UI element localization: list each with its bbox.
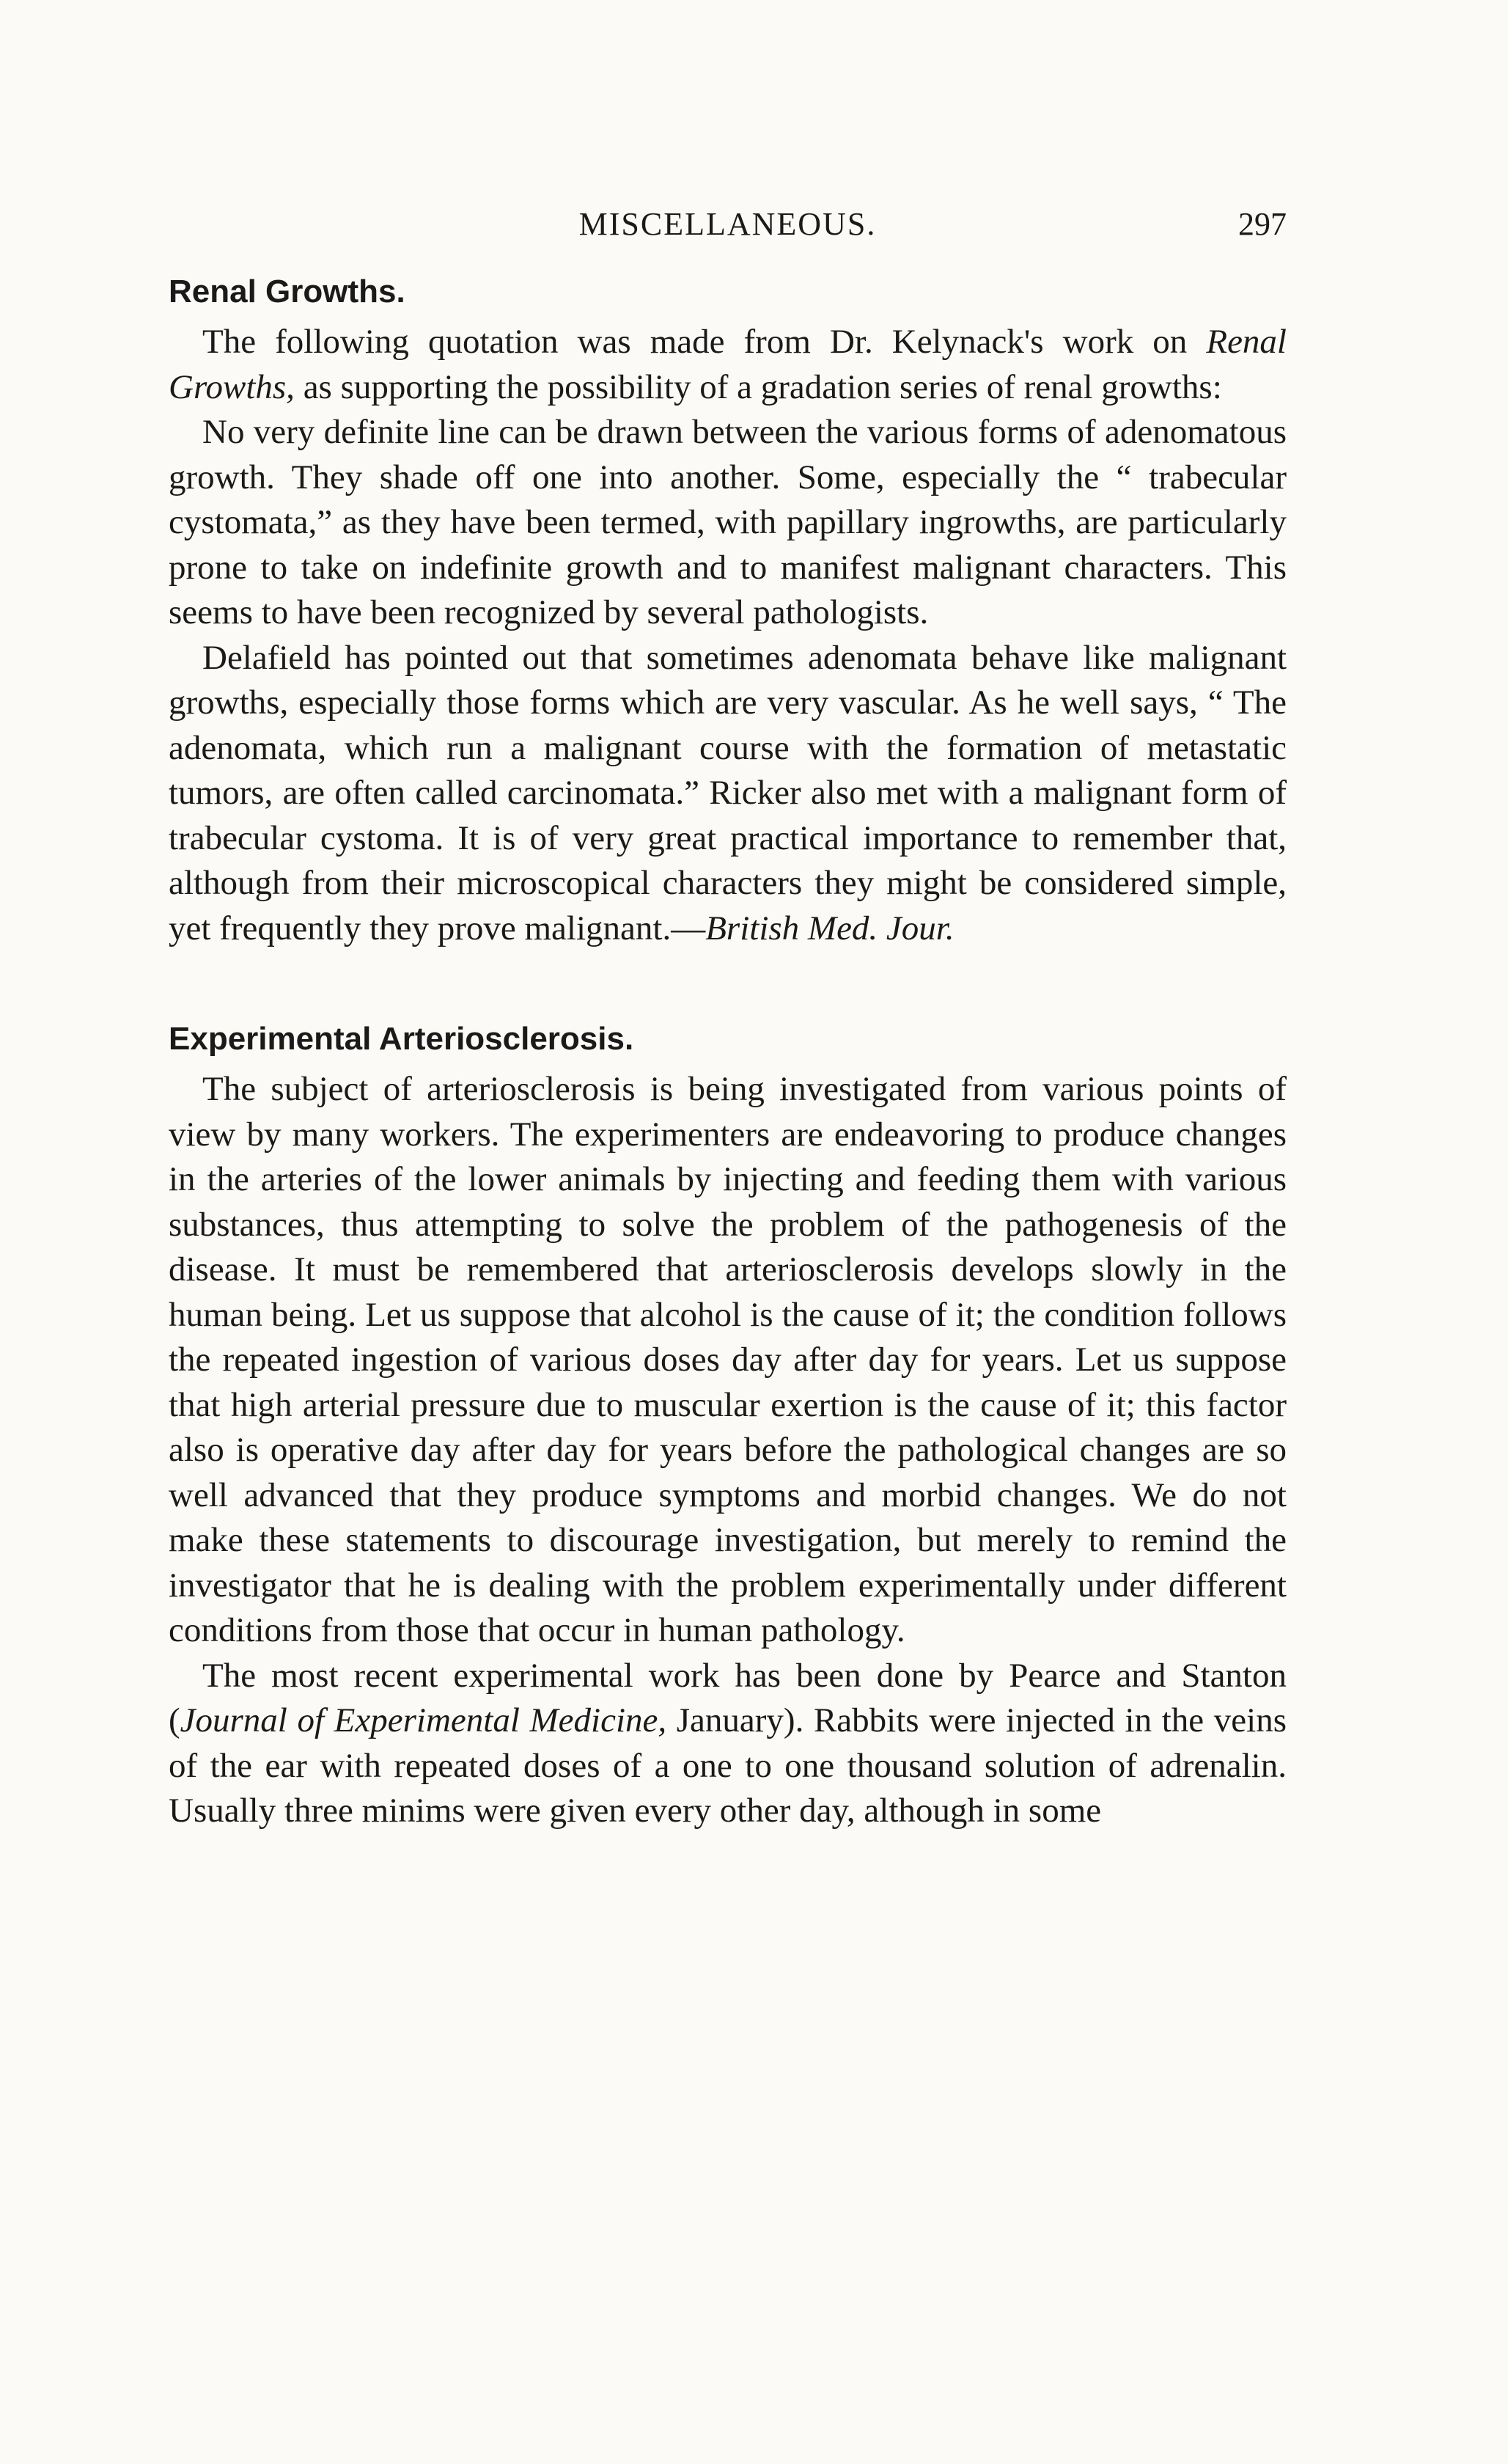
section-renal-growths bbox=[169, 270, 1287, 951]
section-heading: Experimental Arteriosclerosis. bbox=[169, 1021, 634, 1057]
source-citation: British Med. Jour. bbox=[705, 909, 955, 947]
quotation-paragraph: No very definite line can be drawn between the various forms of adenomatous growth. They shade off one into another. Some, especially the “ trabecular cystomata,” as they have been termed, with papillary ingrowths, are particularly prone to take on indefinite growth and to manifest malignant characters. This seems to have been recognized by several pathologists. bbox=[169, 413, 1287, 631]
paragraph-text: The following quotation was made from Dr. Kelynack's work on bbox=[202, 323, 1207, 361]
document-page bbox=[169, 198, 1287, 1834]
paragraph: The subject of arteriosclerosis is being investigated from various points of view by many workers. The experimenters are endeavoring to produce changes in the arteries of the lower animals by injecting and feeding them with various substances, thus attempting to solve the problem of the pathogenesis of the disease. It must be remembered that arteriosclerosis develops slowly in the human being. Let us suppose that alcohol is the cause of it; the condition follows the repeated ingestion of various doses day after day for years. Let us suppose that high arterial pressure due to muscular exertion is the cause of it; this factor also is operative day after day for years before the pathological changes are so well advanced that they produce symptoms and morbid changes. We do not make these statements to discourage investigation, but merely to remind the investigator that he is dealing with the problem experimentally under different conditions from those that occur in human pathology. bbox=[169, 1070, 1287, 1649]
page-number: 297 bbox=[1238, 206, 1287, 242]
paragraph-text: The most recent experimental work has been done by Pearce and Stanton ( bbox=[169, 1656, 1287, 1739]
paragraph bbox=[169, 1654, 1287, 1834]
paragraph-text: Delafield has pointed out that sometimes adenomata behave like malignant growths, especially those forms which are very vascular. As he well says, “ The adenomata, which run a malignant course with the formation of metastatic tumors, are often called carcinomata.” Ricker also met with a malignant form of trabecular cystoma. It is of very great practical importance to remember that, although from their microscopical characters they might be considered simple, yet frequently they prove malignant.— bbox=[169, 638, 1287, 947]
section-heading: Renal Growths. bbox=[169, 274, 405, 309]
paragraph bbox=[169, 320, 1287, 410]
paragraph-text: January). Rabbits were injected in the veins of the ear with repeated doses of a one to one thousand solution of adrenalin. Usually three minims were given every other day, although in some bbox=[169, 1701, 1287, 1830]
journal-title: Journal of Experimental Medicine, bbox=[180, 1701, 667, 1739]
running-head bbox=[169, 198, 1287, 249]
italic-title: Renal Growths, bbox=[169, 323, 1287, 406]
section-experimental-arteriosclerosis bbox=[169, 1017, 1287, 1834]
running-title: MISCELLANEOUS. bbox=[578, 206, 877, 242]
paragraph bbox=[169, 636, 1287, 952]
paragraph-text: as supporting the possibility of a gradation series of renal growths: bbox=[294, 367, 1222, 406]
